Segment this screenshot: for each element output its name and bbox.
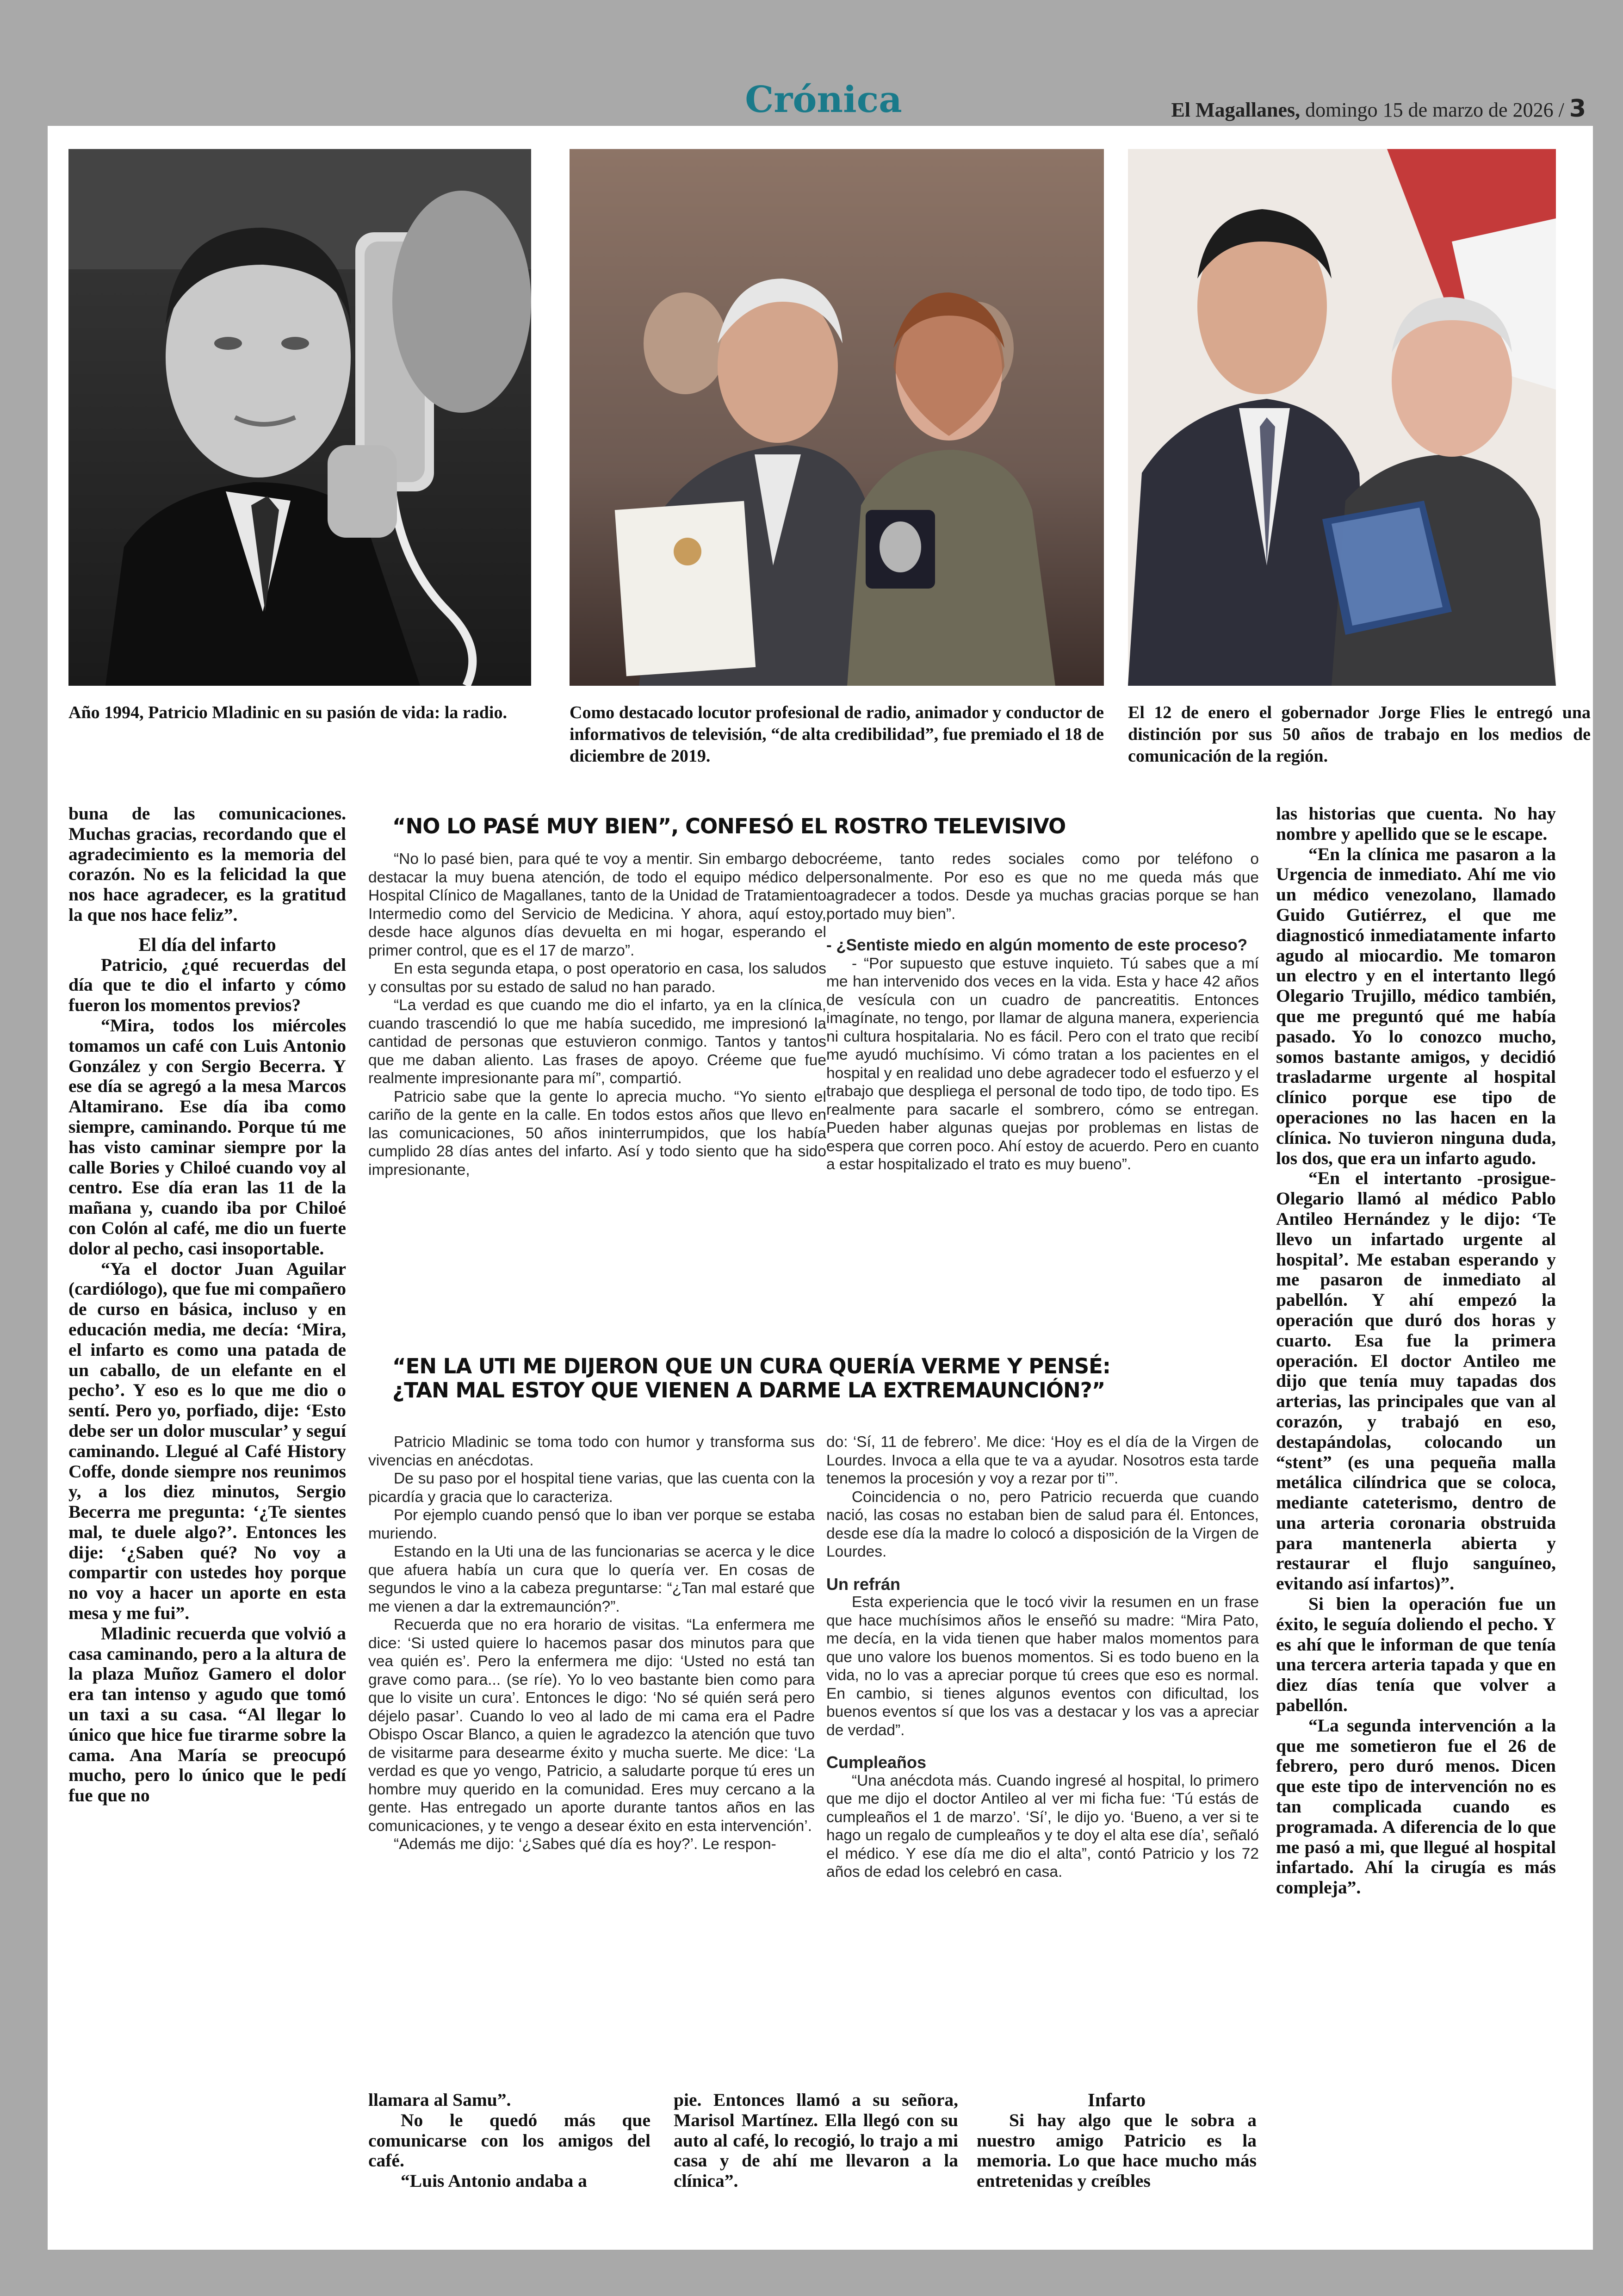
left-paragraph: buna de las comunicaciones. Muchas gracias, recordando que el agradecimiento es la memoria del corazón. No es la felicidad la que nos hace agradecer, es la gratitud la que nos hace feliz”. bbox=[68, 803, 346, 925]
bottom-column-2 bbox=[674, 2090, 958, 2191]
left-paragraph: Patricio, ¿qué recuerdas del día que te dio el infarto y cómo fueron los momentos previos? bbox=[68, 954, 346, 1016]
page-number: 3 bbox=[1569, 95, 1586, 123]
headline-line: ¿TAN MAL ESTOY QUE VIENEN A DARME LA EXTREMAUNCIÓN?” bbox=[392, 1378, 1105, 1402]
photo-radio-1994 bbox=[68, 149, 531, 686]
bottom-paragraph: Si hay algo que le sobra a nuestro amigo Patricio es la memoria. Lo que hace mucho más entretenidas y creíbles bbox=[977, 2110, 1257, 2191]
photo-distinction-2026 bbox=[1128, 149, 1556, 686]
middle-paragraph: Coincidencia o no, pero Patricio recuerda que cuando nació, las cosas no estaban bien de salud para él. Entonces, desde ese día la madre lo colocó a disposición de la Virgen de Lourdes. bbox=[826, 1488, 1259, 1560]
bottom-paragraph: “Luis Antonio andaba a bbox=[401, 2171, 587, 2191]
bottom-paragraph: llamara al Samu”. bbox=[368, 2090, 511, 2110]
middle-paragraph: “No lo pasé bien, para qué te voy a mentir. Sin embargo debo destacar la muy buena atención, de todo el equipo médico del Hospital Clínico de Magallanes, tanto de la Unidad de Tratamiento Intermedio como del Servicio de Medicina. Y ahora, aquí estoy, desde hace algunos días devuelta en mi hogar, esperando el primer control, que es el 17 de marzo”. bbox=[368, 850, 826, 959]
right-paragraph: las historias que cuenta. No hay nombre y apellido que se le escape. bbox=[1276, 803, 1556, 844]
headline-line: “EN LA UTI ME DIJERON QUE UN CURA QUERÍA VERME Y PENSÉ: bbox=[392, 1354, 1110, 1378]
issue-date: domingo 15 de marzo de 2026 bbox=[1300, 99, 1554, 121]
middle-column-b bbox=[826, 850, 1259, 1174]
caption-photo-1: Año 1994, Patricio Mladinic en su pasión de vida: la radio. bbox=[68, 703, 507, 722]
right-paragraph: Si bien la operación fue un éxito, le seguía doliendo el pecho. Y es ahí que le informan de que tenía una tercera arteria tapada y que en diez días tenía que volver a pabellón. bbox=[1276, 1594, 1556, 1716]
headline-uti-cura bbox=[392, 1354, 1271, 1402]
left-paragraph: Mladinic recuerda que volvió a casa caminando, pero a la altura de la plaza Muñoz Gamero el dolor era tan intenso y agudo que tomó un taxi a su casa. “Al llegar lo único que hice fue tirarme sobre la cama. Ana María se preocupó mucho, pero lo único que le pedí fue que no bbox=[68, 1623, 346, 1806]
middle-paragraph: Estando en la Uti una de las funcionarias se acerca y le dice que afuera había un cura que lo quería ver. En cosas de segundos le vino a la cabeza preguntarse: “¿Tan mal estaré que me vienen a dar la extremaunción?”. bbox=[368, 1543, 815, 1615]
subheading-cumpleanos: Cumpleaños bbox=[826, 1753, 927, 1772]
right-paragraph: “En la clínica me pasaron a la Urgencia de inmediato. Ahí me vio un médico venezolano, llamado Guido Gutiérrez, el que me diagnosticó inmediatamente infarto agudo al miocardio. Me tomaron un electro y en el intertanto llegó Olegario Trujillo, médico también, que me preguntó qué me había pasado. Yo lo conozco mucho, somos bastante amigos, y decidió trasladarme urgente al hospital clínico porque ese tipo de operaciones no las hacen en la clínica. No tuvieron ninguna duda, los dos, que era un infarto agudo. bbox=[1276, 844, 1556, 1168]
photo-radio-1994-image bbox=[68, 149, 531, 686]
photo-award-2019-image bbox=[570, 149, 1104, 686]
middle-paragraph: En esta segunda etapa, o post operatorio en casa, los saludos y consultas por su estado de salud no han parado. bbox=[368, 960, 826, 996]
subheading-dia-del-infarto: El día del infarto bbox=[138, 933, 276, 955]
photo-award-2019 bbox=[570, 149, 1104, 686]
middle-paragraph: créeme, tanto redes sociales como por teléfono o personalmente. Por eso es que no me queda más que agradecer a todos. Desde ya muchas gracias porque se han portado muy bien”. bbox=[826, 850, 1259, 923]
subheading-infarto: Infarto bbox=[1087, 2089, 1146, 2110]
middle-column-c bbox=[368, 1433, 815, 1854]
header-separator: / bbox=[1553, 99, 1569, 121]
right-paragraph: “La segunda intervención a la que me sometieron fue el 26 de febrero, pero duró menos. Dicen que este tipo de intervención no es tan complicada cuando es programada. A diferencia de lo que me pasó a mi, que llegué al hospital infartado. Ahí la cirugía es más compleja”. bbox=[1276, 1715, 1556, 1898]
middle-paragraph: Por ejemplo cuando pensó que lo iban ver porque se estaba muriendo. bbox=[368, 1507, 815, 1542]
photo-distinction-2026-image bbox=[1128, 149, 1556, 686]
caption-photo-2: Como destacado locutor profesional de radio, animador y conductor de informativos de televisión, “de alta credibilidad”, fue premiado el 18 de diciembre de 2019. bbox=[570, 703, 1104, 766]
page-header-info bbox=[1171, 95, 1586, 123]
middle-paragraph: “Además me dijo: ‘¿Sabes qué día es hoy?’. Le respon- bbox=[394, 1836, 776, 1853]
interview-question: - ¿Sentiste miedo en algún momento de este proceso? bbox=[826, 936, 1248, 954]
bottom-paragraph: pie. Entonces llamó a su señora, Marisol Martínez. Ella llegó con su auto al café, lo recogió, lo trajo a mi casa y de ahí me llevaron a la clínica”. bbox=[674, 2090, 958, 2191]
newspaper-name: El Magallanes, bbox=[1171, 99, 1301, 121]
middle-paragraph: Patricio Mladinic se toma todo con humor y transforma sus vivencias en anécdotas. bbox=[368, 1433, 815, 1469]
middle-paragraph: Recuerda que no era horario de visitas. “La enfermera me dice: ‘Si usted quiere lo hacemos pasar dos minutos para que vea quién es’. Pero la enfermera me dijo: ‘Usted no está tan grave como para... (se ríe). Yo lo veo bastante bien como para que lo visite un cura’. Entonces le digo: ‘No sé quién será pero déjelo pasar’. Cuando lo veo al lado de mi cama era el Padre Obispo Oscar Blanco, a quien le agradezco la atención que tuvo de visitarme para desearme éxito y mucha suerte. Me dice: ‘La verdad es que yo vengo, Patricio, a saludarte porque tú eres un hombre muy querido en la comunidad. Eres muy cercano a la gente. Has entregado un aporte durante tantos años en las comunicaciones, y te vengo a desear éxito en esta intervención’. bbox=[368, 1616, 815, 1835]
section-title: Crónica bbox=[745, 79, 902, 121]
caption-photo-3: El 12 de enero el gobernador Jorge Flies le entregó una distinción por sus 50 años de trabajo en los medios de comunicación de la región. bbox=[1128, 703, 1591, 766]
bottom-paragraph: No le quedó más que comunicarse con los amigos del café. bbox=[368, 2110, 650, 2171]
newspaper-page bbox=[48, 126, 1593, 2250]
left-paragraph: “Mira, todos los miércoles tomamos un café con Luis Antonio González y con Sergio Becerra. Y ese día se agregó a la mesa Marcos Altamirano. Ese día iba como siempre, caminando. Porque tú me has visto caminar siempre por la calle Bories y Chiloé cuando voy al centro. Ese día eran las 11 de la mañana y, cuando iba por Chiloé con Colón al café, me dio un fuerte dolor al pecho, casi insoportable. bbox=[68, 1015, 346, 1259]
middle-paragraph: Esta experiencia que le tocó vivir la resumen en un frase que hace muchísimos años le enseñó su madre: “Mira Pato, me decía, en la vida tienen que haber malos momentos para que uno valore los buenos momentos. Si es todo bueno en la vida, no lo vas a apreciar porque tú crees que eso es normal. En cambio, si tienes algunos eventos con dificultad, los buenos eventos sí que los vas a destacar y los vas a apreciar de verdad”. bbox=[826, 1594, 1259, 1739]
headline-no-lo-pase-bien: “NO LO PASÉ MUY BIEN”, CONFESÓ EL ROSTRO TELEVISIVO bbox=[392, 814, 1066, 838]
right-paragraph: “En el intertanto -prosigue- Olegario llamó al médico Pablo Antileo Hernández y le dijo: ‘Te llevo un infartado urgente al hospital’. Me estaban esperando y me pasaron de inmediato al pabellón. Y ahí empezó la operación que duró dos horas y cuarto. Esa fue la primera operación. El doctor Antileo me dijo que tenía muy tapadas dos arterias, las principales que van al corazón, y trabajó en eso, destapándolas, colocando un “stent” (es una pequeña malla metálica cilíndrica que se coloca, mediante cateterismo, dentro de una arteria coronaria obstruida para mantenerla abierta y restaurar el flujo sanguíneo, evitando así infartos)”. bbox=[1276, 1168, 1556, 1594]
subheading-un-refran: Un refrán bbox=[826, 1574, 901, 1594]
right-column bbox=[1276, 804, 1556, 1898]
middle-paragraph: do: ‘Sí, 11 de febrero’. Me dice: ‘Hoy es el día de la Virgen de Lourdes. Invoca a ella que te va a ayudar. Nosotros esta tarde tenemos la procesión y voy a rezar por ti’”. bbox=[826, 1433, 1259, 1487]
middle-column-a bbox=[368, 850, 826, 1179]
middle-paragraph: Patricio sabe que la gente lo aprecia mucho. “Yo siento el cariño de la gente en la calle. En todos estos años que llevo en las comunicaciones, 50 años ininterrumpidos, que los había cumplido 28 días antes del infarto. Así y todo siento que ha sido impresionante, bbox=[368, 1088, 826, 1179]
bottom-column-1 bbox=[368, 2090, 650, 2191]
middle-paragraph: - “Por supuesto que estuve inquieto. Tú sabes que a mí me han intervenido dos veces en la vida. Esta y hace 42 años de vesícula con un cuadro de pancreatitis. Entonces imagínate, no tengo, por llamar de alguna manera, experiencia ni cultura hospitalaria. No es fácil. Pero con el trato que recibí me ayudó muchísimo. Vi cómo tratan a los pacientes en el hospital y en realidad uno debe agradecer todo el esfuerzo y el trabajo que despliega el personal de todo tipo, de todo tipo. Es realmente para sacarle el sombrero, cómo se entregan. Pueden haber algunas quejas por problemas en listas de espera que corren poco. Ahí estoy de acuerdo. Pero en cuanto a estar hospitalizado el trato es muy bueno”. bbox=[826, 955, 1259, 1173]
left-paragraph: “Ya el doctor Juan Aguilar (cardiólogo), que fue mi compañero de curso en básica, incluso y en educación media, me decía: ‘Mira, el infarto es como una patada de un caballo, de un elefante en el pecho’. Y eso es lo que me dio o sentí. Pero yo, porfiado, dije: ‘Esto debe ser un dolor muscular’ y seguí caminando. Llegué al Café History Coffe, donde siempre nos reunimos y, a los diez minutos, Sergio Becerra me pregunta: ‘¿Te sientes mal, te duele algo?’. Entonces les dije: ‘¿Saben qué? No voy a compartir con ustedes hoy porque no voy a hacer un aporte en esta mesa y me fui”. bbox=[68, 1258, 346, 1624]
middle-paragraph: De su paso por el hospital tiene varias, que las cuenta con la picardía y gracia que lo caracteriza. bbox=[368, 1470, 815, 1506]
middle-column-d bbox=[826, 1433, 1259, 1881]
middle-paragraph: “Una anécdota más. Cuando ingresé al hospital, lo primero que me dijo el doctor Antileo al ver mi ficha fue: ‘Tú estás de cumpleaños el 1 de marzo’. ‘Sí’, le dijo yo. ‘Bueno, a ver si te hago un regalo de cumpleaños y te doy el alta ese día’, señaló el médico. Y ese día me dio el alta”, contó Patricio y los 72 años de edad los celebró en casa. bbox=[826, 1772, 1259, 1880]
bottom-column-3 bbox=[977, 2090, 1257, 2191]
left-column bbox=[68, 804, 346, 1806]
middle-paragraph: “La verdad es que cuando me dio el infarto, ya en la clínica, cuando trascendió lo que me había sucedido, me impresionó la cantidad de personas que estuvieron conmigo. Tantos y tantos que me daban aliento. Las frases de apoyo. Créeme que fue realmente impresionante para mí”, compartió. bbox=[368, 997, 826, 1087]
